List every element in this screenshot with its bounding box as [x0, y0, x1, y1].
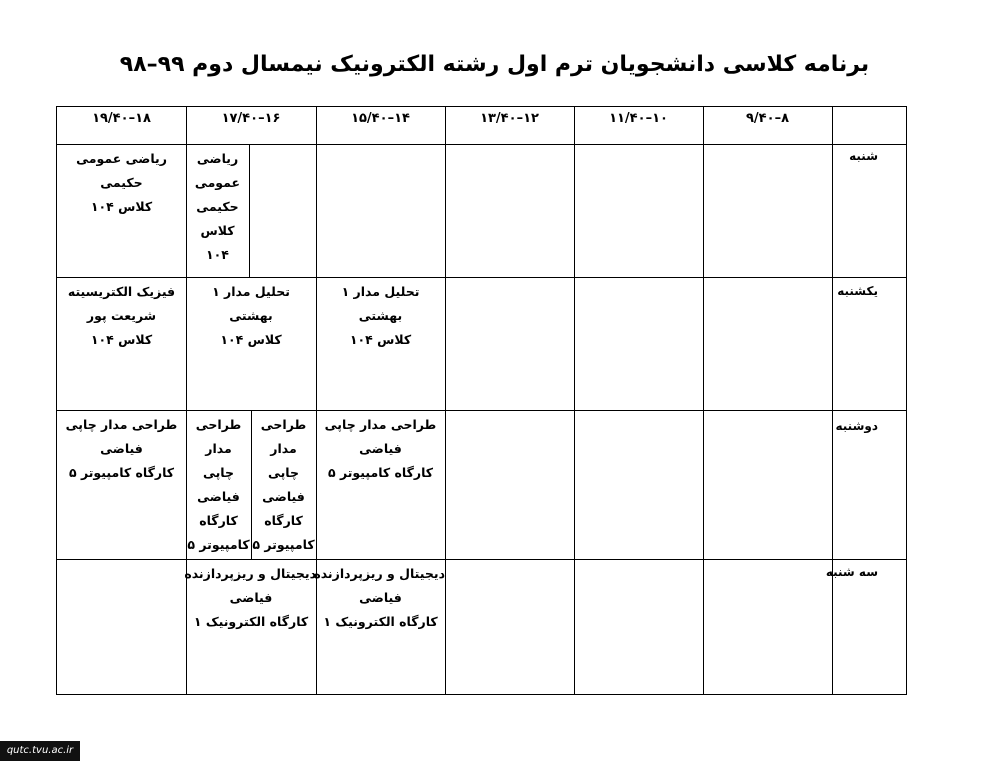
class-cell: تحلیل مدار ۱ بهشتی کلاس ۱۰۴ — [212, 284, 290, 347]
class-cell: دیجیتال و ریزپردازنده فیاضی کارگاه الکترونیک ۱ — [313, 566, 445, 629]
class-cell: فیزیک الکتریسیته شریعت پور کلاس ۱۰۴ — [67, 284, 176, 347]
header-slot-16: ۱۶–۱۷/۴۰ — [221, 111, 281, 126]
header-slot-18: ۱۸–۱۹/۴۰ — [92, 111, 151, 126]
class-cell: طراحی مدار چاپی فیاضی کارگاه کامپیوتر ۵ — [324, 417, 437, 480]
header-slot-12: ۱۲–۱۳/۴۰ — [480, 111, 539, 126]
header-slot-10: ۱۰–۱۱/۴۰ — [609, 111, 668, 126]
class-cell: ریاضی عمومی حکیمی کلاس ۱۰۴ — [76, 151, 167, 214]
schedule-table — [56, 106, 907, 695]
header-slot-8: ۸–۹/۴۰ — [746, 111, 789, 126]
class-cell: تحلیل مدار ۱ بهشتی کلاس ۱۰۴ — [341, 284, 420, 347]
day-tuesday: سه شنبه — [825, 565, 878, 579]
day-sunday: یکشنبه — [837, 284, 878, 298]
page-title: برنامه کلاسی دانشجویان ترم اول رشته الکترونیک نیمسال دوم ۹۹–۹۸ — [119, 52, 870, 77]
class-cell: ریاضی عمومی حکیمی کلاس ۱۰۴ — [194, 151, 241, 262]
class-cell: دیجیتال و ریزپردازنده فیاضی کارگاه الکترونیک ۱ — [184, 566, 316, 629]
header-slot-14: ۱۴–۱۵/۴۰ — [351, 111, 410, 126]
day-monday: دوشنبه — [835, 419, 878, 433]
day-saturday: شنبه — [849, 149, 878, 163]
class-cell: طراحی مدار چاپی فیاضی کارگاه کامپیوتر ۵ — [187, 417, 250, 552]
site-watermark: qutc.tvu.ac.ir — [0, 741, 80, 761]
class-cell: طراحی مدار چاپی فیاضی کارگاه کامپیوتر ۵ — [252, 417, 315, 552]
class-cell: طراحی مدار چاپی فیاضی کارگاه کامپیوتر ۵ — [65, 417, 178, 480]
